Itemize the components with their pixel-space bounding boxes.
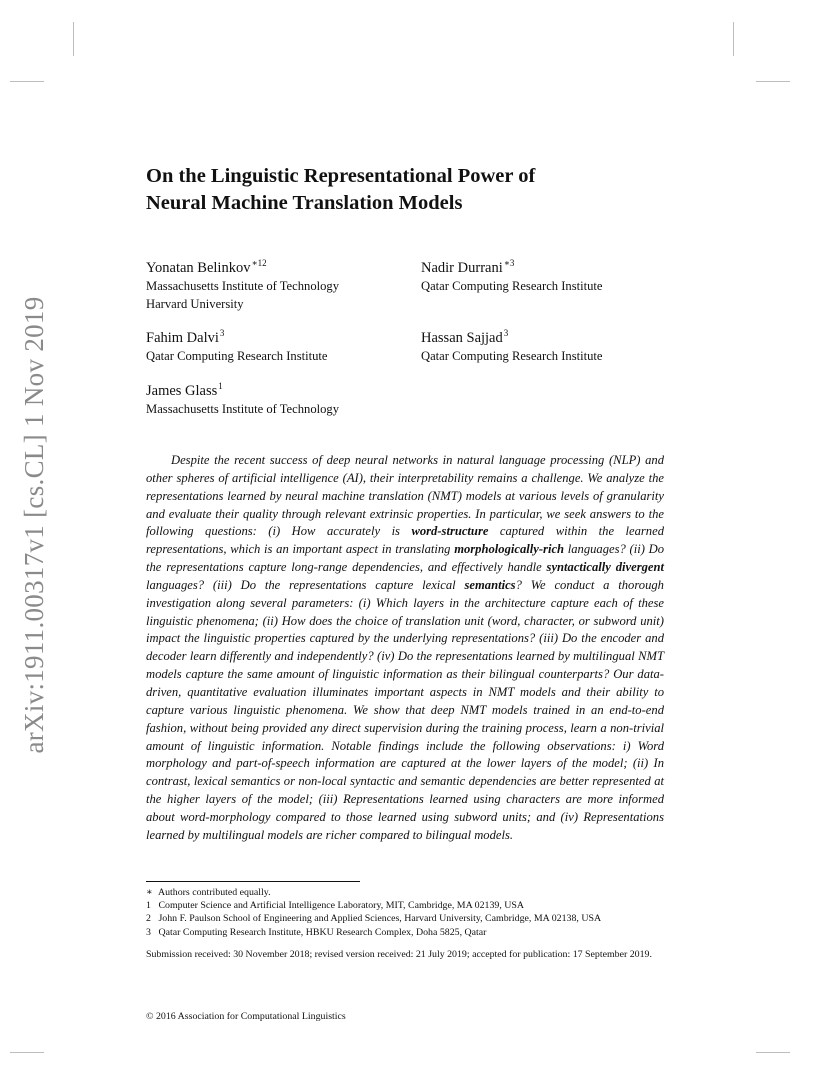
abstract-emphasis: semantics — [464, 577, 516, 592]
crop-mark-bottom-left-h — [10, 1052, 44, 1053]
author-glass — [146, 377, 339, 418]
footnote — [146, 926, 666, 939]
footnote-rule — [146, 881, 360, 882]
author-name: James Glass — [146, 383, 218, 399]
footnote-marker: 2 — [146, 913, 151, 925]
abstract-text: Despite the recent success of deep neural networks in natural language processing (NLP) and other spheres of artificial intelligence (AI), their interpretability remains a challenge. We analyze the representations learned by neural machine translation (NMT) models at various levels of granularity and evaluate their quality through relevant extrinsic properties. In particular, we seek answers to the following questions: (i) How accurately is — [146, 453, 664, 539]
author-affiliation: Massachusetts Institute of Technology — [146, 279, 340, 293]
author-name: Fahim Dalvi — [146, 330, 219, 346]
footnote-text: Qatar Computing Research Institute, HBKU Research Complex, Doha 5825, Qatar — [158, 926, 487, 938]
arxiv-stamp: arXiv:1911.00317v1 [cs.CL] 1 Nov 2019 — [19, 296, 49, 754]
author-affiliation: Massachusetts Institute of Technology — [146, 402, 340, 416]
abstract-text: captured within the learned representations, which is an important aspect in translating — [146, 524, 664, 557]
footnote-text: Computer Science and Artificial Intelligence Laboratory, MIT, Cambridge, MA 02139, USA — [158, 900, 525, 912]
crop-mark-bottom-right-h — [756, 1052, 790, 1053]
crop-mark-top-left-h — [10, 81, 44, 82]
footnote-marker: 3 — [146, 926, 151, 938]
author-superscript: ∗12 — [251, 258, 267, 268]
abstract-paragraph — [146, 452, 664, 845]
footnote — [146, 899, 666, 912]
author-belinkov — [146, 254, 339, 313]
abstract — [146, 452, 664, 845]
footnote-marker: ∗ — [146, 887, 153, 898]
author-sajjad — [421, 324, 603, 365]
paper-title-line-2: Neural Machine Translation Models — [146, 192, 463, 214]
author-superscript: 1 — [218, 381, 223, 391]
author-affiliation: Qatar Computing Research Institute — [421, 279, 603, 293]
author-affiliation: Harvard University — [146, 297, 244, 311]
abstract-emphasis: word-structure — [411, 524, 489, 539]
footnote-text: John F. Paulson School of Engineering and Applied Sciences, Harvard University, Cambridge, MA 02138, USA — [158, 913, 602, 925]
crop-mark-top-right-h — [756, 81, 790, 82]
abstract-text: languages? (ii) Do the representations capture long-range dependencies, and effectively handle — [146, 542, 664, 575]
footnote — [146, 912, 666, 925]
author-superscript: 3 — [219, 328, 225, 338]
footnote-text: Authors contributed equally. — [157, 887, 271, 898]
author-durrani — [421, 254, 603, 295]
abstract-emphasis: morphologically-rich — [454, 542, 565, 557]
abstract-emphasis: syntactically divergent — [546, 560, 664, 575]
author-superscript: ∗3 — [503, 258, 515, 268]
submission-dates: Submission received: 30 November 2018; revised version received: 21 July 2019; accepted for publication: 17 September 2019. — [146, 949, 652, 960]
author-dalvi — [146, 324, 328, 365]
crop-mark-top-left — [73, 22, 74, 56]
paper-title — [146, 163, 666, 217]
author-name: Nadir Durrani — [421, 260, 503, 276]
paper-title-line-1: On the Linguistic Representational Power of — [146, 165, 536, 187]
crop-mark-top-right — [733, 22, 734, 56]
footnote — [146, 886, 666, 899]
author-name: Hassan Sajjad — [421, 330, 503, 346]
abstract-text: ? We conduct a thorough investigation along several parameters: (i) Which layers in the architecture capture each of these linguistic phenomena; (ii) How does the choice of translation unit (word, character, or subword unit) impact the linguistic properties captured by the underlying representations? (iii) Do the encoder and decoder learn differently and independently? (iv) Do the representations learned by multilingual NMT models capture the same amount of linguistic information as their bilingual counterparts? Our data-driven, quantitative evaluation illuminates important aspects in NMT models and their ability to capture various linguistic phenomena. We show that deep NMT models trained in an end-to-end fashion, without being provided any direct supervision during the training process, learn a non-trivial amount of linguistic information. Notable findings include the following observations: i) Word morphology and part-of-speech information are captured at the lower layers of the model; (ii) In contrast, lexical semantics or non-local syntactic and semantic dependencies are better represented at the higher layers of the model; (iii) Representations learned using characters are more informed about word-morphology compared to those learned using subword units; and (iv) Representations learned by multilingual models are richer compared to bilingual models. — [146, 577, 664, 842]
author-name: Yonatan Belinkov — [146, 260, 251, 276]
abstract-text: languages? (iii) Do the representations capture lexical — [146, 577, 465, 592]
copyright-notice: © 2016 Association for Computational Linguistics — [146, 1011, 346, 1022]
author-superscript: 3 — [503, 328, 509, 338]
footnote-marker: 1 — [146, 900, 151, 912]
author-affiliation: Qatar Computing Research Institute — [146, 349, 328, 363]
author-affiliation: Qatar Computing Research Institute — [421, 349, 603, 363]
footnotes — [146, 886, 666, 939]
